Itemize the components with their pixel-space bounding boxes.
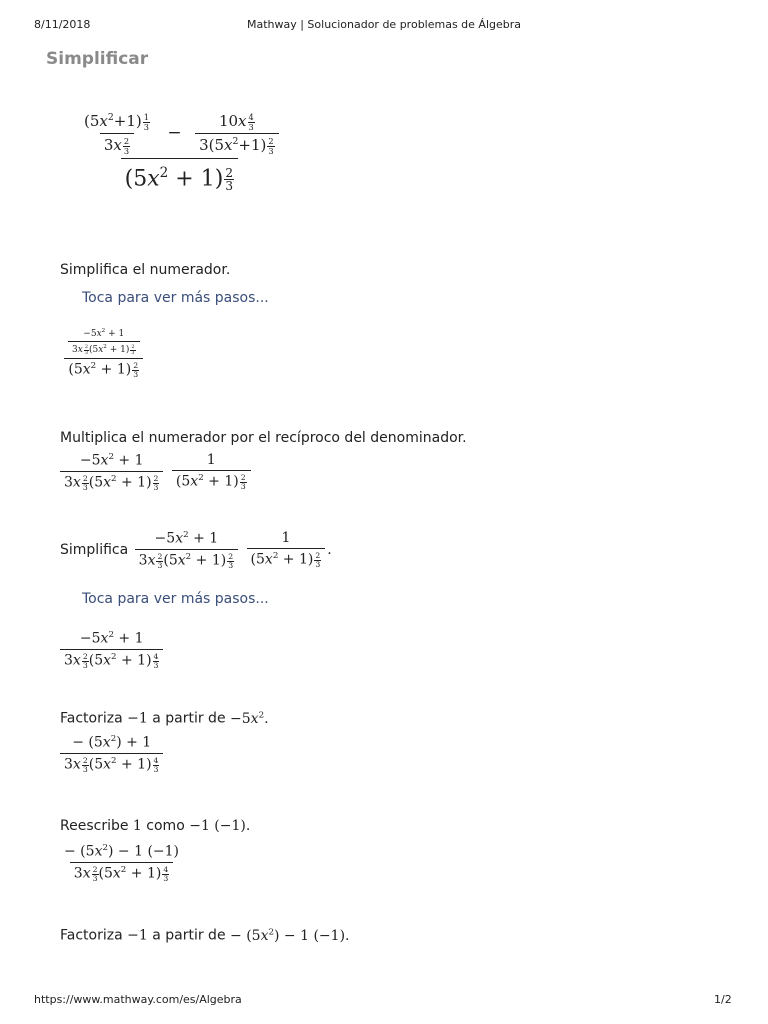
print-page-title: Mathway | Solucionador de problemas de Álgebra bbox=[246, 18, 522, 31]
step-multiply-reciprocal: Multiplica el numerador por el recíproco del denominador. bbox=[60, 430, 467, 446]
show-steps-link[interactable]: Toca para ver más pasos... bbox=[82, 591, 269, 607]
print-url: https://www.mathway.com/es/Algebra bbox=[34, 993, 242, 1006]
step-rewrite: Reescribe 1 como −1 (−1). bbox=[60, 818, 251, 834]
step2-result: $-5x^2 + 1$ 3x $\frac{2}{3}$ $(5x^2 + 1)$ $\frac{2}{3}$ 1 $(5x^2 + 1)$ $\frac{2}{3}$ bbox=[58, 452, 253, 492]
step3-inline-expression: $-5x^2 + 1$ 3x $\frac{2}{3}$ $(5x^2 + 1)$ $\frac{2}{3}$ 1 $(5x^2 + 1)$ $\frac{2}{3}$ . bbox=[133, 530, 332, 570]
show-steps-link[interactable]: Toca para ver más pasos... bbox=[82, 290, 269, 306]
problem-title: Simplificar bbox=[46, 49, 149, 69]
step3-result: $-5x^2 + 1$ 3x $\frac{2}{3}$ $(5x^2 + 1)$ $\frac{4}{3}$ bbox=[58, 630, 165, 670]
step-factor-out-2: Factoriza −1 a partir de − $(5x^2) - 1$ (−1). bbox=[60, 927, 350, 944]
print-page-number: 1/2 bbox=[714, 993, 732, 1006]
step1-result: $-5x^2 + 1$ 3x $\frac{2}{3}$ $(5x^2 + 1)$ $\frac{2}{3}$ $(5x^2 + 1)$ $\frac{2}{3}$ bbox=[60, 328, 148, 380]
print-date: 8/11/2018 bbox=[34, 18, 91, 31]
step-simplify-numerator: Simplifica el numerador. bbox=[60, 262, 231, 278]
step-simplify: Simplifica $-5x^2 + 1$ 3x $\frac{2}{3}$ $(5x^2 + 1)$ $\frac{2}{3}$ 1 $(5x^2 + 1)$ $\frac{2}{3}$ . bbox=[60, 530, 332, 570]
step5-result: − $(5x^2) - 1$ (−1) 3x $\frac{2}{3}$ $(5x^2 + 1)$ $\frac{4}{3}$ bbox=[64, 843, 180, 883]
original-expression: $(5x^2+1)$ $\frac{1}{3}$ 3x $\frac{2}{3}$ − 10x $\frac{4}{3}$ $3(5x^2+1)$ $\frac{2}{3}$ $(5x^2 + 1)$ $\frac{2}{3}$ bbox=[72, 112, 287, 193]
step4-result: − $(5x^2) + 1$ 3x $\frac{2}{3}$ $(5x^2 + 1)$ $\frac{4}{3}$ bbox=[58, 734, 165, 774]
step-factor-out: Factoriza −1 a partir de $-5x^2$. bbox=[60, 710, 269, 727]
